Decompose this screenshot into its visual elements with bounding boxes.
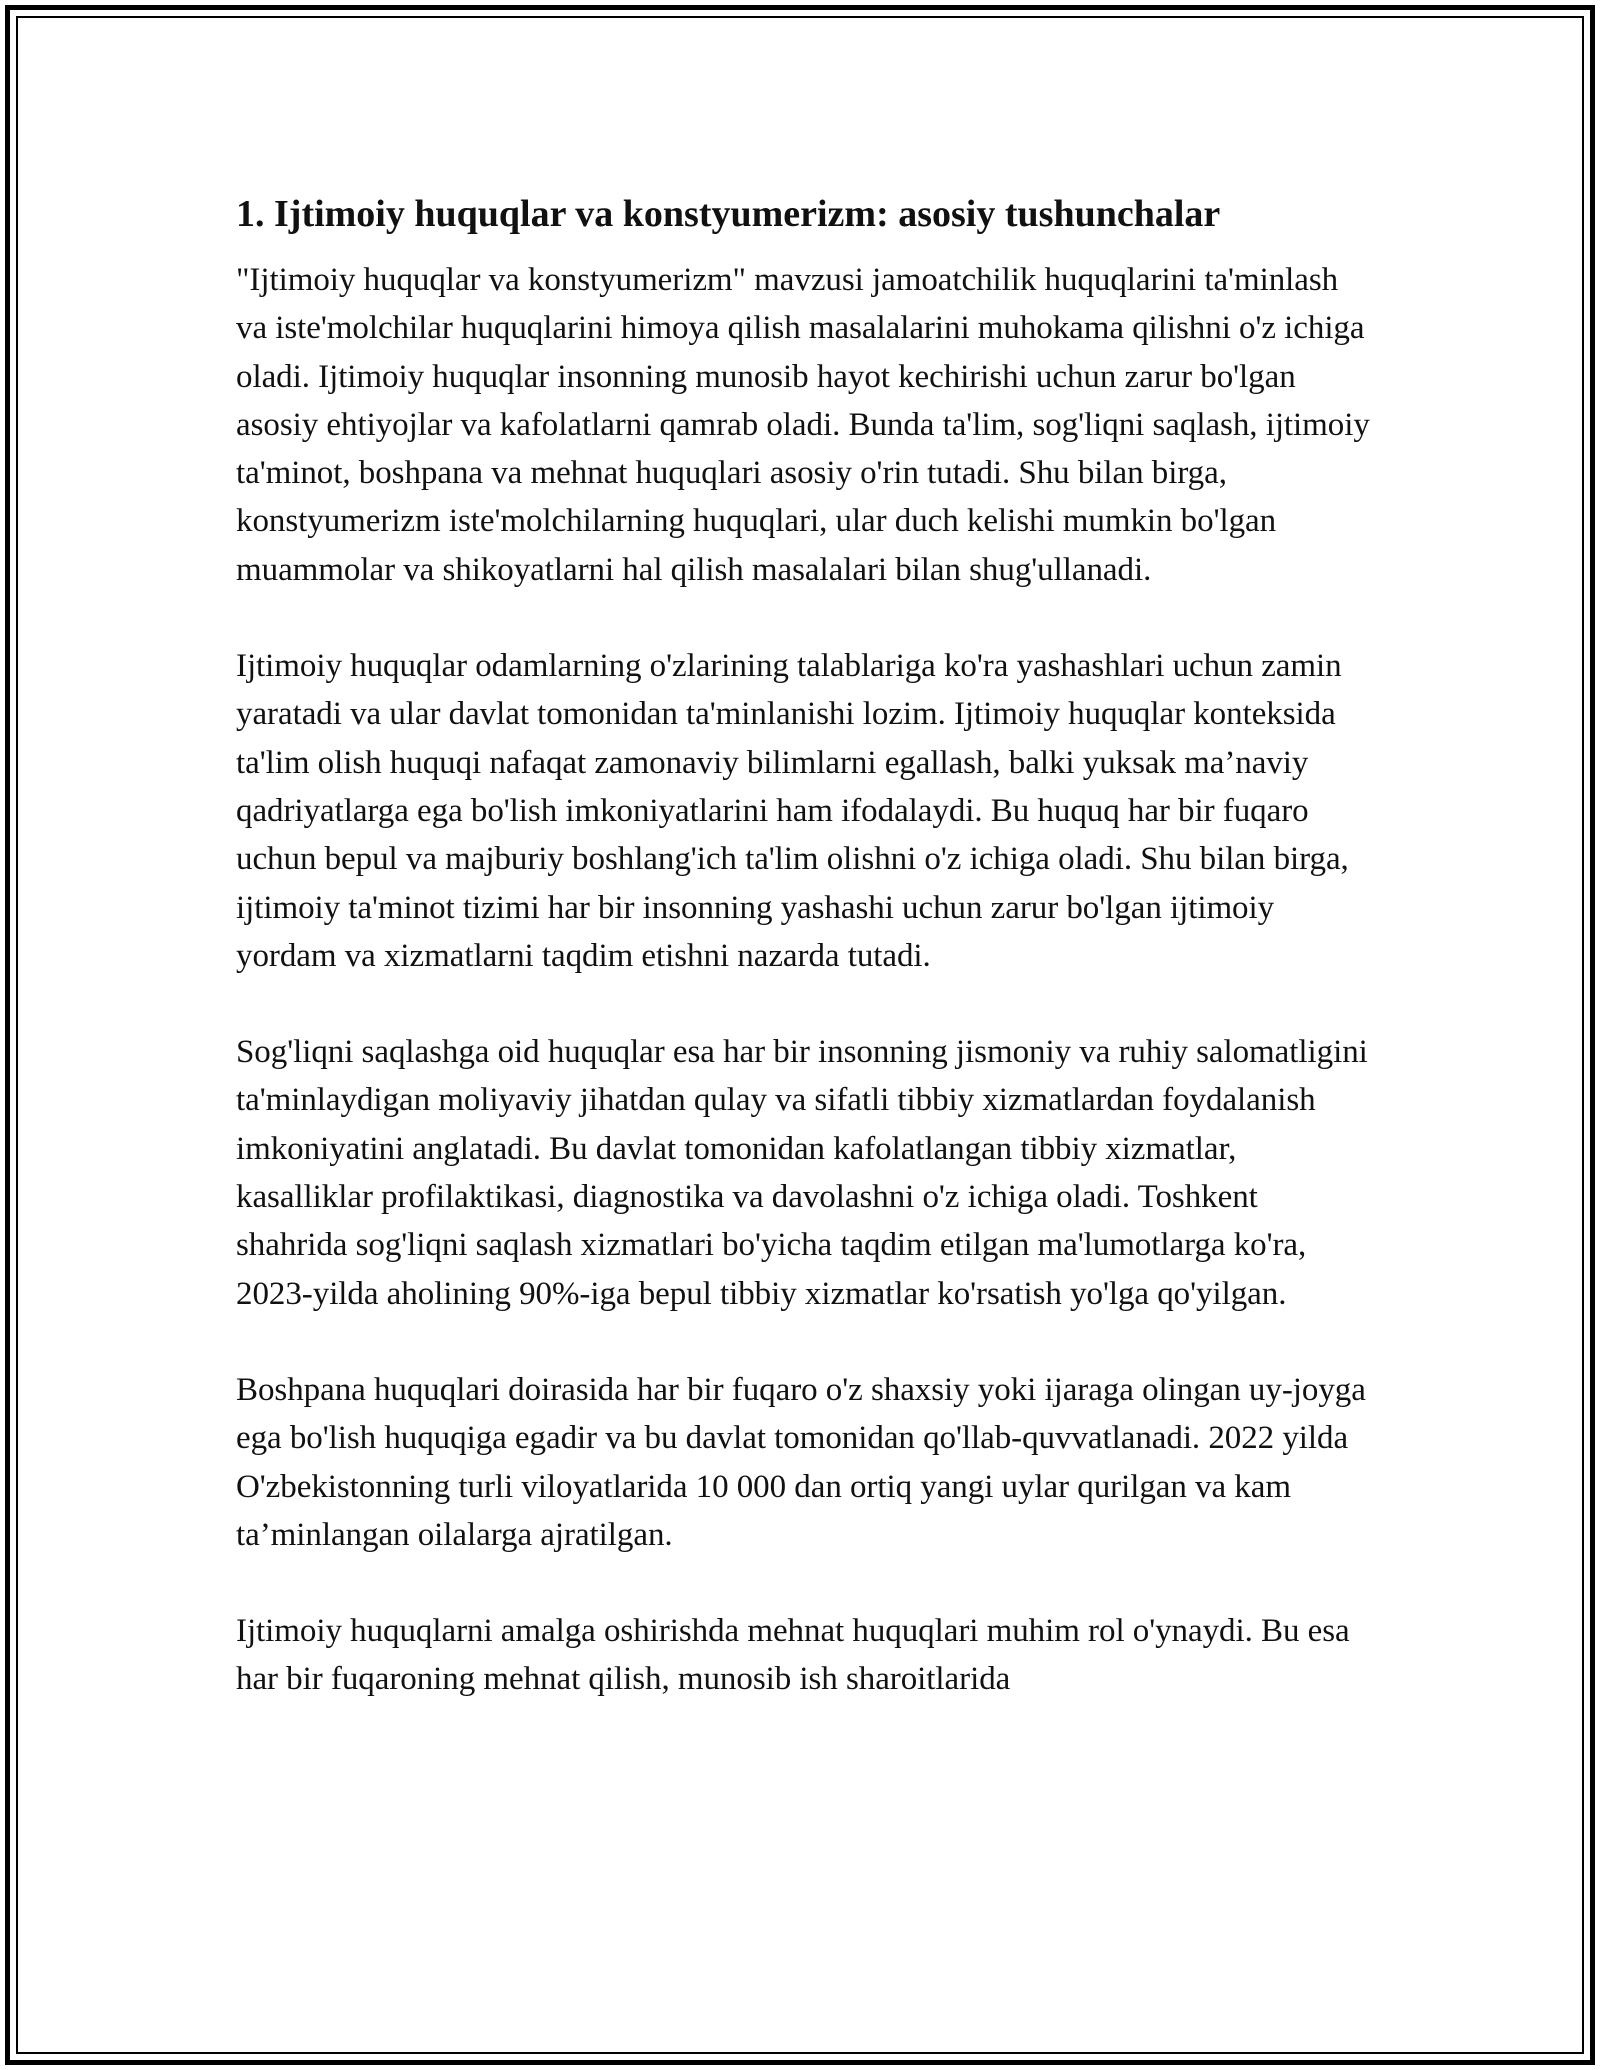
section-heading: 1. Ijtimoiy huquqlar va konstyumerizm: asosiy tushunchalar [236,193,1221,235]
paragraph-healthcare: Sog'liqni saqlashga oid huquqlar esa har bir insonning jismoniy va ruhiy salomatligini ta'minlaydigan moliyaviy jihatdan qulay va sifatli tibbiy xizmatlardan foydalanish imkoniyatini anglatadi. Bu davlat tomonidan kafolatlangan tibbiy xizmatlar, kasalliklar profilaktikasi, diagnostika va davolashni o'z ichiga oladi. Toshkent shahrida sog'liqni saqlash xizmatlari bo'yicha taqdim etilgan ma'lumotlarga ko'ra, 2023-yilda aholining 90%-iga bepul tibbiy xizmatlar ko'rsatish yo'lga qo'yilgan. [236,1034,1368,1312]
paragraph-labor: Ijtimoiy huquqlarni amalga oshirishda mehnat huquqlari muhim rol o'ynaydi. Bu esa har bir fuqaroning mehnat qilish, munosib ish sharoitlarida [236,1613,1350,1698]
paragraph-social-rights: Ijtimoiy huquqlar odamlarning o'zlarining talablariga ko'ra yashashlari uchun zamin yaratadi va ular davlat tomonidan ta'minlanishi lozim. Ijtimoiy huquqlar konteksida ta'lim olish huquqi nafaqat zamonaviy bilimlarni egallash, balki yuksak ma’naviy qadriyatlarga ega bo'lish imkoniyatlarini ham ifodalaydi. Bu huquq har bir fuqaro uchun bepul va majburiy boshlang'ich ta'lim olishni o'z ichiga oladi. Shu bilan birga, ijtimoiy ta'minot tizimi har bir insonning yashashi uchun zarur bo'lgan ijtimoiy yordam va xizmatlarni taqdim etishni nazarda tutadi. [236,648,1349,974]
paragraph-housing: Boshpana huquqlari doirasida har bir fuqaro o'z shaxsiy yoki ijaraga olingan uy-joyga ega bo'lish huquqiga egadir va bu davlat tomonidan qo'llab-quvvatlanadi. 2022 yilda O'zbekistonning turli viloyatlarida 10 000 dan ortiq yangi uylar qurilgan va kam ta’minlangan oilalarga ajratilgan. [236,1371,1366,1553]
paragraph-intro: "Ijtimoiy huquqlar va konstyumerizm" mavzusi jamoatchilik huquqlarini ta'minlash va iste'molchilar huquqlarini himoya qilish masalalarini muhokama qilishni o'z ichiga oladi. Ijtimoiy huquqlar insonning munosib hayot kechirishi uchun zarur bo'lgan asosiy ehtiyojlar va kafolatlarni qamrab oladi. Bunda ta'lim, sog'liqni saqlash, ijtimoiy ta'minot, boshpana va mehnat huquqlari asosiy o'rin tutadi. Shu bilan birga, konstyumerizm iste'molchilarning huquqlari, ular duch kelishi mumkin bo'lgan muammolar va shikoyatlarni hal qilish masalalari bilan shug'ullanadi. [236,262,1370,588]
document-body [236,188,1376,1704]
